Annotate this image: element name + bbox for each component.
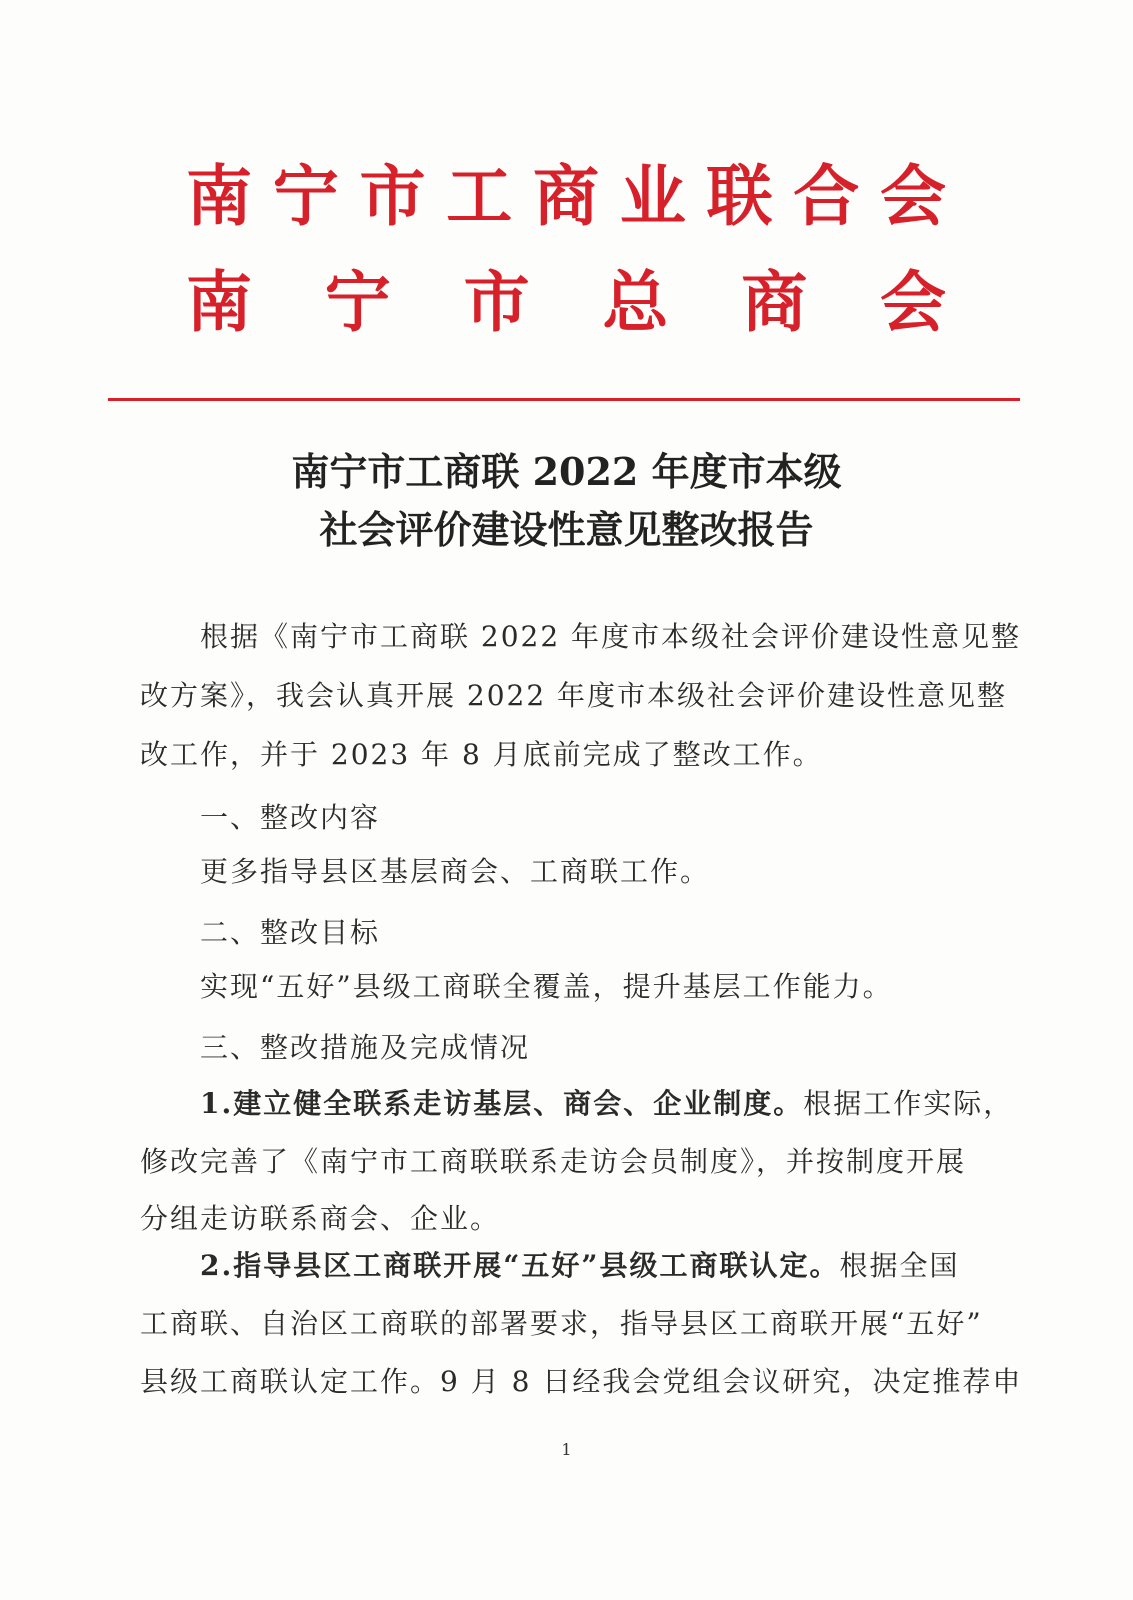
letterhead-char: 工: [446, 157, 513, 235]
item-1-text: 根据工作实际，: [803, 1087, 1014, 1120]
letterhead-char: 市: [463, 263, 530, 341]
item-1-line-1: [200, 1075, 1014, 1133]
paragraph-1-line-3: 改工作，并于 2023 年 8 月底前完成了整改工作。: [140, 738, 823, 771]
letterhead-line-2: [186, 262, 946, 342]
letterhead-divider: [108, 398, 1020, 401]
letterhead-char: 合: [793, 157, 860, 235]
letterhead-char: 宁: [272, 157, 339, 235]
letterhead-char: 商: [533, 157, 599, 235]
letterhead-line-1: [186, 156, 946, 236]
letterhead-char: 会: [879, 263, 946, 341]
item-2-line-3: 县级工商联认定工作。9 月 8 日经我会党组会议研究，决定推荐申: [140, 1365, 1023, 1398]
letterhead-char: 业: [619, 157, 686, 235]
letterhead-char: 总: [602, 263, 669, 341]
letterhead-char: 宁: [324, 263, 391, 341]
paragraph-1-line-1: 根据《南宁市工商联 2022 年度市本级社会评价建设性意见整: [200, 620, 1022, 653]
letterhead-char: 会: [880, 157, 946, 235]
item-1-line-2: 修改完善了《南宁市工商联联系走访会员制度》，并按制度开展: [140, 1145, 967, 1178]
letterhead-char: 商: [741, 263, 808, 341]
document-title-line-2: 社会评价建设性意见整改报告: [319, 507, 814, 552]
letterhead-char: 南: [186, 157, 252, 235]
section-2-text: 实现“五好”县级工商联全覆盖，提升基层工作能力。: [200, 970, 893, 1003]
page-number: 1: [561, 1440, 572, 1459]
section-heading-1: 一、整改内容: [200, 801, 381, 834]
paragraph-1-line-2: 改方案》，我会认真开展 2022 年度市本级社会评价建设性意见整: [140, 679, 1008, 712]
section-1-text: 更多指导县区基层商会、工商联工作。: [200, 855, 711, 888]
letterhead-char: 市: [359, 157, 426, 235]
letterhead-char: 联: [706, 157, 773, 235]
item-2-line-1: [200, 1237, 1010, 1295]
item-2-heading: 2.指导县区工商联开展“五好”县级工商联认定。: [200, 1249, 840, 1282]
letterhead-char: 南: [186, 263, 252, 341]
item-1-heading: 1.建立健全联系走访基层、商会、企业制度。: [200, 1087, 804, 1120]
document-title-line-1: 南宁市工商联 2022 年度市本级: [291, 449, 842, 494]
item-1-line-3: 分组走访联系商会、企业。: [140, 1202, 501, 1235]
section-heading-2: 二、整改目标: [200, 916, 381, 949]
section-heading-3: 三、整改措施及完成情况: [200, 1031, 531, 1064]
item-2-line-2: 工商联、自治区工商联的部署要求，指导县区工商联开展“五好”: [140, 1307, 983, 1340]
item-2-text: 根据全国: [839, 1249, 960, 1282]
